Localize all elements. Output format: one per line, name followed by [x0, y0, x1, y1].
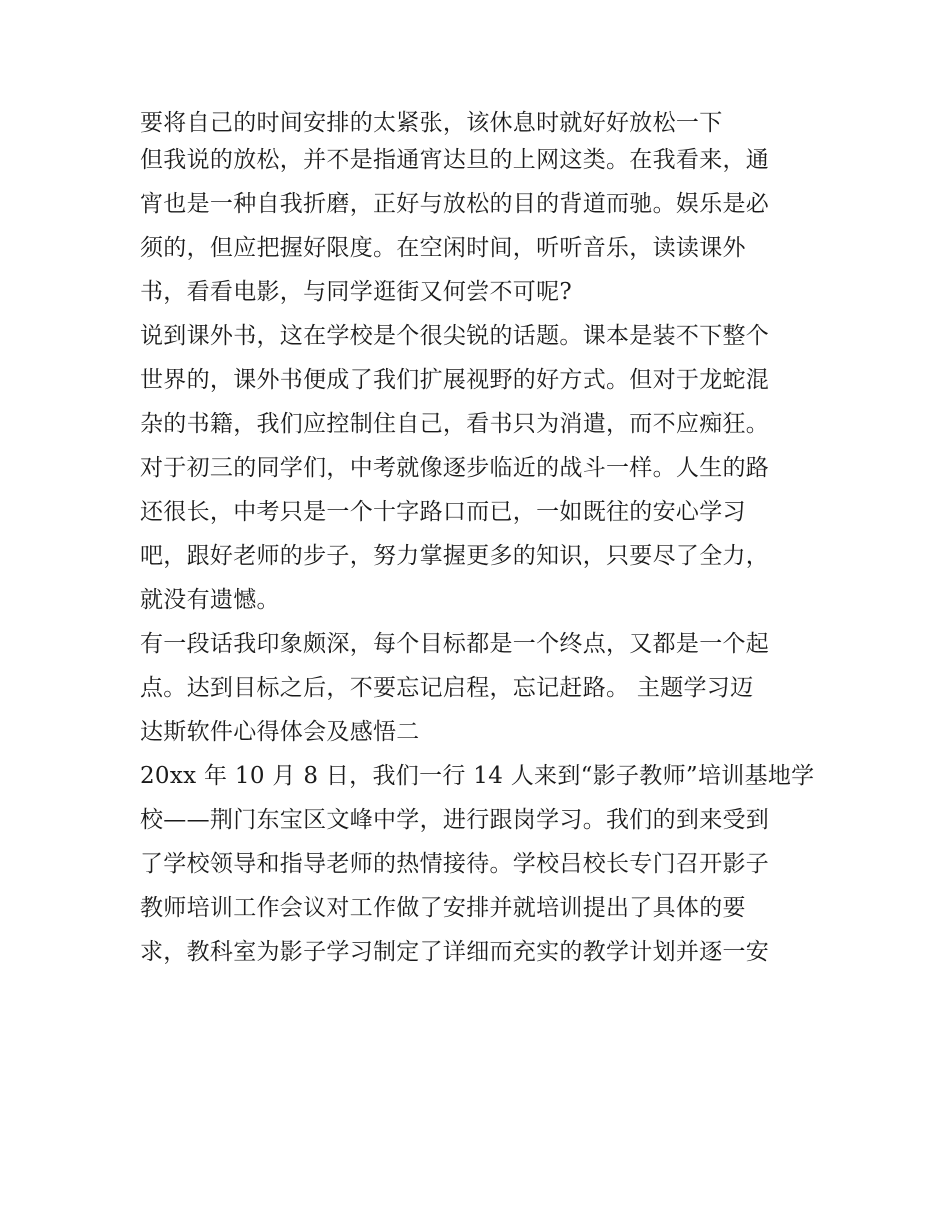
document-body	[140, 108, 820, 974]
text-line: 书，看看电影，与同学逛街又何尝不可呢?	[140, 279, 573, 305]
text-line: 但我说的放松，并不是指通宵达旦的上网这类。在我看来，通	[140, 147, 770, 173]
text-line: 有一段话我印象颇深，每个目标都是一个终点，又都是一个起	[140, 631, 770, 657]
text-line: 须的，但应把握好限度。在空闲时间，听听音乐，读读课外	[140, 235, 746, 261]
text-line: 求，教科室为影子学习制定了详细而充实的教学计划并逐一安	[140, 939, 770, 965]
text-line: 杂的书籍，我们应控制住自己，看书只为消遣，而不应痴狂。	[140, 411, 770, 437]
text-line: 世界的，课外书便成了我们扩展视野的好方式。但对于龙蛇混	[140, 367, 770, 393]
text-line: 达斯软件心得体会及感悟二	[140, 719, 420, 745]
text-line: 20xx 年 10 月 8 日，我们一行 14 人来到“影子教师”培训基地学	[140, 763, 815, 789]
text-line: 了学校领导和指导老师的热情接待。学校吕校长专门召开影子	[140, 851, 770, 877]
text-line: 校——荆门东宝区文峰中学，进行跟岗学习。我们的到来受到	[140, 807, 770, 833]
text-line: 说到课外书，这在学校是个很尖锐的话题。课本是装不下整个	[140, 323, 770, 349]
text-line: 宵也是一种自我折磨，正好与放松的目的背道而驰。娱乐是必	[140, 191, 770, 217]
text-line: 就没有遗憾。	[140, 587, 280, 613]
text-line: 教师培训工作会议对工作做了安排并就培训提出了具体的要	[140, 895, 746, 921]
text-line: 点。达到目标之后，不要忘记启程，忘记赶路。 主题学习迈	[140, 675, 754, 701]
text-line: 还很长，中考只是一个十字路口而已，一如既往的安心学习	[140, 499, 746, 525]
text-line: 对于初三的同学们，中考就像逐步临近的战斗一样。人生的路	[140, 455, 770, 481]
text-line: 吧，跟好老师的步子，努力掌握更多的知识，只要尽了全力，	[140, 543, 770, 569]
text-line: 要将自己的时间安排的太紧张，该休息时就好好放松一下	[140, 110, 723, 136]
